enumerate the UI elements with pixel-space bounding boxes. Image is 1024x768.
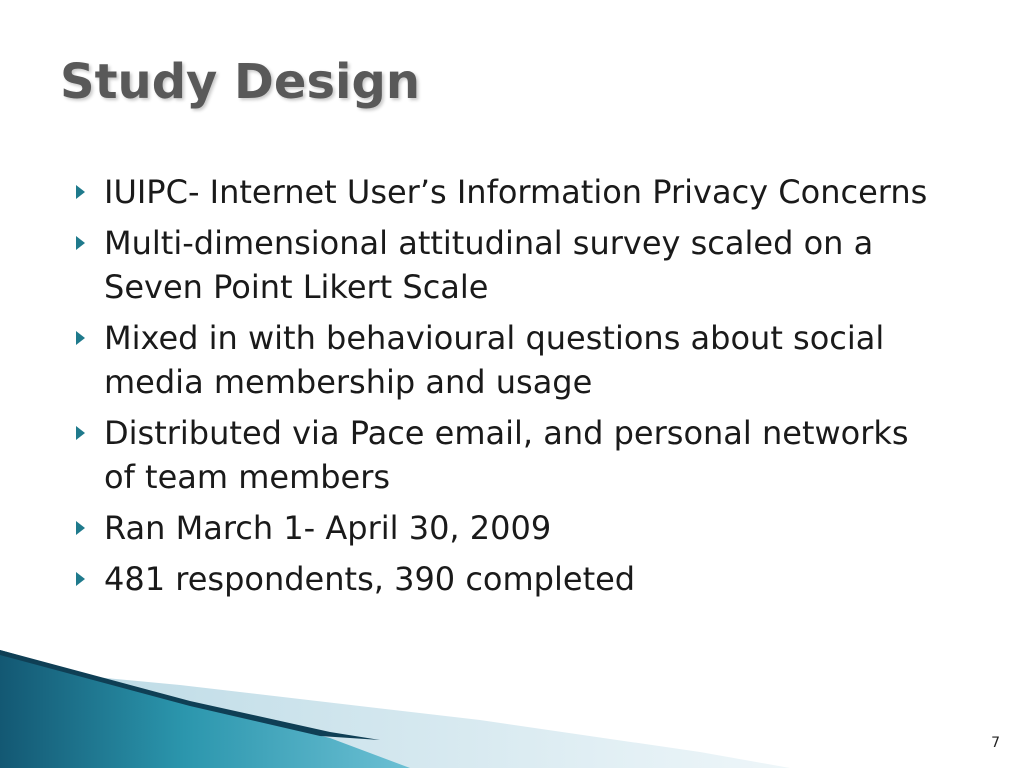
bullet-text: Ran March 1- April 30, 2009	[104, 509, 552, 547]
bullet-text: IUIPC- Internet User’s Information Privacy Concerns	[104, 173, 928, 211]
bullet-text: Multi-dimensional attitudinal survey scaled on a Seven Point Likert Scale	[104, 224, 874, 306]
page-number: 7	[991, 735, 1000, 751]
bullet-text: 481 respondents, 390 completed	[104, 560, 636, 598]
slide-title: Study Design	[60, 54, 420, 110]
bullet-text: Mixed in with behavioural questions about social media membership and usage	[104, 319, 885, 401]
bullet-text: Distributed via Pace email, and personal networks of team members	[104, 414, 909, 496]
